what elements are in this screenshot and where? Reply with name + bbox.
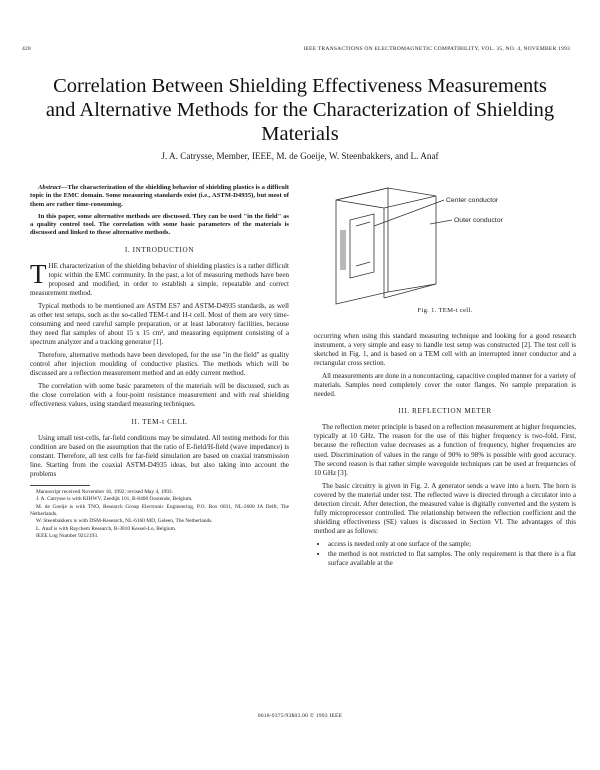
col2-p2: All measurements are done in a noncontacting, capacitive coupled manner for a variety of materials. Samples need completely cover the outer flanges. No sample preparation is needed. bbox=[314, 372, 576, 399]
doi-line: 0018-9375/93$03.00 © 1993 IEEE bbox=[257, 713, 343, 719]
abstract-label: Abstract— bbox=[38, 184, 68, 191]
intro-p2: Typical methods to be mentioned are ASTM ES7 and ASTM-D4935 standards, as well as other test setups, such as the so-called TEM-t and H-t cell. Most of them are very time-consuming and need careful sample preparation, or at least laboratory facilities, because they need flat samples of about 15 x 15 cm², and measuring equipment consisting of a spectrum analyzer and a tracking generator [1]. bbox=[30, 302, 289, 347]
footnote: L. Anaf is with Raychem Research, B-3010 Kessel-Lo, Belgium. bbox=[36, 525, 177, 532]
footnote: Manuscript received November 18, 1992; revised May 4, 1993. bbox=[36, 488, 173, 495]
label-center-conductor: Center conductor bbox=[446, 197, 499, 204]
abstract-p2: In this paper, some alternative methods are discussed. They can be used "in the field" as a quality control tool. The correlation with some basic parameters of the materials is discussed and linked to these alternative methods. bbox=[30, 212, 289, 237]
section-heading-intro: I. INTRODUCTION bbox=[124, 245, 195, 254]
section-heading-reflection: III. REFLECTION METER bbox=[398, 407, 492, 416]
tem-p1: Using small test-cells, far-field conditions may be simulated. All testing methods for this condition are based on the assumption that the ratio of E-field/H-field (wave impedance) is constant. Therefore, all test cells for far-field simulation are based on coaxial transmission line. Starting from the coaxial ASTM-D4935 ideas, but also taking into account the problems bbox=[30, 433, 289, 478]
inner-conductor bbox=[350, 214, 374, 278]
footnote-rule bbox=[30, 485, 90, 486]
journal-header: IEEE TRANSACTIONS ON ELECTROMAGNETIC COMPATIBILITY, VOL. 35, NO. 4, NOVEMBER 1993 bbox=[303, 46, 570, 52]
col2-p1: occurring when using this standard measuring technique and looking for a good research instrument, a very simple and easy to handle test setup was constructed [2]. The test cell is sketched in Fig. 1, and is based on a TEM cell with an interrupted inner conductor and a rectangular cross section. bbox=[314, 332, 576, 368]
outer-box-top bbox=[336, 188, 436, 208]
author-line: J. A. Catrysse, Member, IEEE, M. de Goeije, W. Steenbakkers, and L. Anaf bbox=[161, 151, 439, 161]
footnote: M. de Goeije is with TNO, Research Group Electronic Engineering, P.O. Box 6031, NL-2600 JA Delft, The Netherlands. bbox=[30, 504, 289, 517]
flange-hatch bbox=[340, 230, 346, 270]
label-outer-conductor: Outer conductor bbox=[454, 217, 503, 224]
reflection-p1: The reflection meter principle is based on a reflection measurement at higher frequencies, typically at 10 GHz. The reason for the use of this higher frequency is two-fold. First, because the reflection value decreases as a function of frequency, higher frequencies are used. Discrimination of values in the range of 90% to 98% is possible with good accuracy. The second reason is that rather simple waveguide techniques can be used at frequencies of 10 GHz [3]. bbox=[314, 423, 576, 477]
inner-conductor-edge bbox=[356, 262, 370, 266]
left-column bbox=[30, 184, 289, 541]
abstract-p1: The characterization of the shielding behavior of shielding plastics is a difficult topic in the EMC domain. Some measuring standards exist (i.e., ASTM-D4935), but most of them are rather time-consuming. bbox=[30, 184, 289, 208]
advantages-list bbox=[314, 540, 576, 568]
page-number: 428 bbox=[22, 46, 31, 52]
abstract bbox=[30, 184, 289, 238]
list-item: • access is needed only at one surface of the sample; bbox=[328, 540, 576, 549]
figure-caption: Fig. 1. TEM-t cell. bbox=[417, 307, 473, 314]
tem-cell-figure bbox=[326, 186, 552, 306]
paper-title: Correlation Between Shielding Effectiveness Measurements and Alternative Methods for the Characterization of Shielding Materials bbox=[45, 75, 555, 145]
inner-conductor-edge bbox=[356, 222, 370, 226]
leader-center bbox=[374, 200, 444, 226]
list-item: • the method is not restricted to flat samples. The only requirement is that there is a flat surface available at the bbox=[328, 550, 576, 568]
intro-p3: Therefore, alternative methods have been developed, for the use "in the field" as quality control after injection moulding of conductive plastics. The methods which will be discussed are a reflection measurement method and an eddy current method. bbox=[30, 351, 289, 378]
footnotes bbox=[30, 489, 289, 540]
footnote: W. Steenbakkers is with DSM-Research, NL-6160 MD, Geleen, The Netherlands. bbox=[36, 518, 213, 525]
footnote: IEEE Log Number 9212193. bbox=[36, 533, 99, 540]
right-column bbox=[314, 332, 576, 569]
intro-p4: The correlation with some basic parameters of the materials will be discussed, such as the close correlation with a four-point resistance measurement and with real shielding effectiveness values, using standard measuring techniques. bbox=[30, 382, 289, 409]
drop-cap: T bbox=[30, 258, 47, 289]
reflection-p2: The basic circuitry is given in Fig. 2. A generator sends a wave into a horn. The horn is covered by the material under test. The reflected wave is directed through a circulator into a detection circuit. After detection, the measured value is digitally converted and the system is fully microprocessor controlled. The relationship between the reflection coefficient and the shielding effectiveness (SE) values is discussed in Section VI. The advantages of this method are as follows: bbox=[314, 481, 576, 535]
footnote: J. A. Catrysse is with KIHWV, Zeedijk 101, B-8400 Oostende, Belgium. bbox=[36, 496, 193, 503]
intro-p1: HE characterization of the shielding behavior of shielding plastics is a rather difficult topic within the EMC community. In the past, a lot of measuring methods have been proposed and modified, in order to establish a simple, repeatable and correct measurement method. bbox=[30, 261, 289, 297]
running-header bbox=[22, 46, 570, 56]
leader-outer bbox=[430, 220, 452, 224]
section-heading-tem: II. TEM-t CELL bbox=[131, 417, 188, 426]
